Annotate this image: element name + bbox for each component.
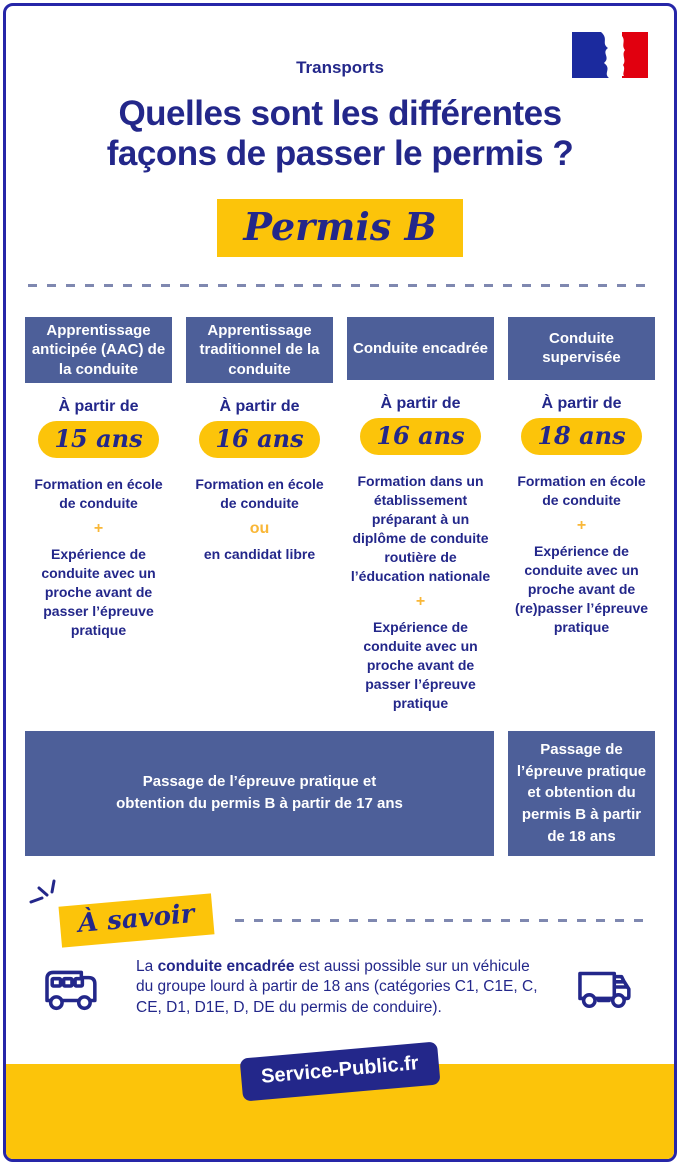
step-connector: ou	[249, 520, 270, 538]
note-prefix: La	[136, 957, 158, 975]
age-intro: À partir de	[219, 398, 300, 416]
column-steps	[25, 475, 172, 640]
truck-icon	[572, 961, 642, 1013]
step-text: Expérience de conduite avec un proche avant de passer l’épreuve pratique	[41, 546, 156, 639]
column-conduite-encadree	[347, 317, 494, 713]
title-line-2: façons de passer le permis ?	[106, 133, 574, 173]
step-text: Expérience de conduite avec un proche avant de (re)passer l’épreuve pratique	[514, 542, 649, 635]
step-text: Expérience de conduite avec un proche avant de passer l’épreuve pratique	[363, 618, 478, 711]
callout-row	[60, 900, 648, 941]
column-header: Conduite encadrée	[347, 317, 494, 380]
note-text	[136, 957, 544, 1018]
step-text: en candidat libre	[203, 546, 316, 563]
column-steps	[508, 472, 655, 637]
step-text: Formation en école de conduite	[195, 476, 324, 512]
permit-badge: Permis B	[217, 199, 462, 257]
column-apprentissage-traditionnel	[186, 317, 333, 713]
column-conduite-supervisee	[508, 317, 655, 713]
age-pill: 15 ans	[38, 421, 158, 458]
column-apprentissage-anticipee	[25, 317, 172, 713]
step-text: Formation en école de conduite	[34, 476, 163, 512]
dashed-divider	[28, 284, 652, 287]
brand-badge: Service-Public.fr	[240, 1041, 441, 1101]
permit-badge-wrap	[6, 199, 674, 257]
age-intro: À partir de	[380, 394, 461, 412]
age-pill: 16 ans	[360, 418, 480, 455]
columns-grid	[25, 317, 655, 713]
note-row	[38, 957, 642, 1018]
age-intro: À partir de	[541, 394, 622, 412]
page-title	[6, 94, 674, 174]
step-text: Formation en école de conduite	[517, 472, 646, 508]
callout-badge-wrap	[60, 900, 213, 941]
age-pill: 18 ans	[521, 418, 641, 455]
category-label: Transports	[296, 58, 384, 77]
french-republic-flag-icon	[572, 32, 648, 78]
column-header: Apprentissage traditionnel de la conduite	[186, 317, 333, 384]
step-connector: +	[576, 516, 587, 534]
step-text: Formation dans un établissement préparant à un diplôme de conduite routière de l’éducation nationale	[350, 472, 491, 584]
column-steps	[347, 472, 494, 713]
callout-badge: À savoir	[59, 893, 215, 947]
step-connector: +	[415, 592, 426, 610]
title-line-1: Quelles sont les différentes	[118, 94, 562, 133]
outcome-box-18-ans	[508, 731, 655, 856]
sparkle-icon	[28, 878, 58, 906]
step-connector: +	[93, 520, 104, 538]
age-intro: À partir de	[58, 398, 139, 416]
outcome-text: Passage de l’épreuve pratique et obtention du permis B à partir de 18 ans	[516, 740, 647, 845]
bus-icon	[38, 961, 108, 1013]
outcome-box-17-ans	[25, 731, 494, 856]
note-bold: conduite encadrée	[157, 957, 295, 975]
column-steps	[186, 475, 333, 564]
callout-dashed-line	[235, 919, 648, 922]
outcomes-grid	[25, 731, 655, 856]
column-header: Apprentissage anticipée (AAC) de la conduite	[25, 317, 172, 384]
age-pill: 16 ans	[199, 421, 319, 458]
note-rest: est aussi possible sur un véhicule du groupe lourd à partir de 18 ans (catégories C1, C1E, C, CE, D1, D1E, D, DE du permis de conduire).	[136, 957, 538, 1016]
outcome-text: Passage de l’épreuve pratique et obtention du permis B à partir de 17 ans	[116, 772, 403, 813]
column-header: Conduite supervisée	[508, 317, 655, 380]
page-frame	[3, 3, 677, 1162]
